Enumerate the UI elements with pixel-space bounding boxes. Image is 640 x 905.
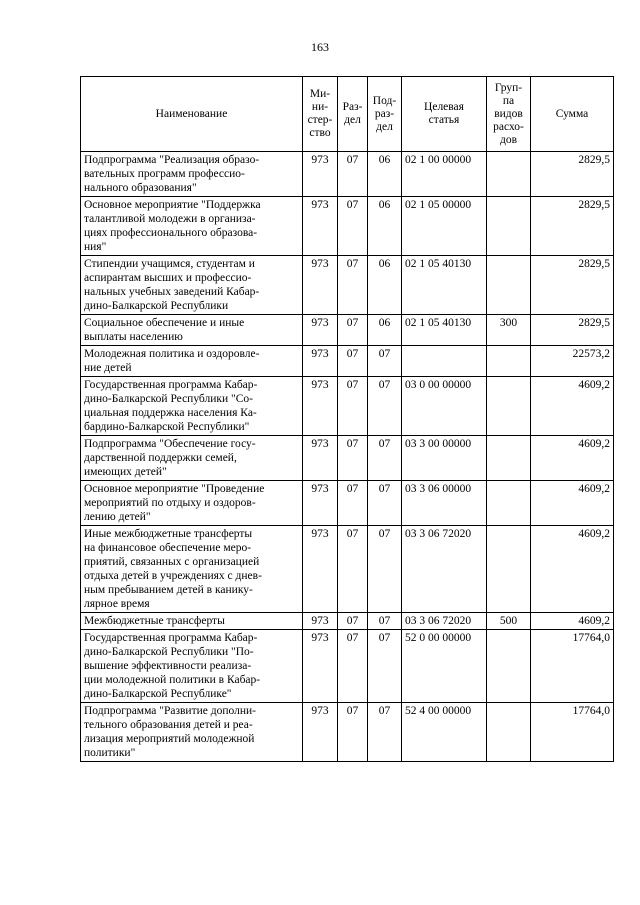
- cell-section: 07: [338, 152, 368, 197]
- cell-sum: 4609,2: [531, 526, 614, 613]
- cell-ministry: 973: [303, 703, 338, 762]
- table-row: [81, 152, 614, 197]
- header-sum: Сумма: [531, 77, 614, 152]
- cell-ministry: 973: [303, 197, 338, 256]
- cell-section: 07: [338, 315, 368, 346]
- cell-ministry: 973: [303, 630, 338, 703]
- cell-group: [487, 256, 531, 315]
- cell-name: Социальное обеспечение и иные выплаты населению: [81, 315, 303, 346]
- cell-target: [402, 346, 487, 377]
- cell-target: 03 3 06 72020: [402, 526, 487, 613]
- cell-ministry: 973: [303, 256, 338, 315]
- cell-target: 03 0 00 00000: [402, 377, 487, 436]
- cell-group: [487, 377, 531, 436]
- cell-name: Основное мероприятие "Проведение мероприятий по отдыху и оздоров- лению детей": [81, 481, 303, 526]
- cell-target: 03 3 00 00000: [402, 436, 487, 481]
- cell-name: Подпрограмма "Реализация образо- вательных программ профессио- нального образования": [81, 152, 303, 197]
- table-row: [81, 481, 614, 526]
- cell-section: 07: [338, 630, 368, 703]
- cell-sum: 4609,2: [531, 377, 614, 436]
- page-number: 163: [311, 40, 329, 54]
- cell-name: Основное мероприятие "Поддержка талантливой молодежи в организа- циях профессионального образова- ния": [81, 197, 303, 256]
- cell-sum: 17764,0: [531, 630, 614, 703]
- cell-subsection: 07: [368, 377, 402, 436]
- table-body: [81, 152, 614, 762]
- cell-section: 07: [338, 703, 368, 762]
- header-group: Груп- па видов расхо- дов: [487, 77, 531, 152]
- header-name: Наименование: [81, 77, 303, 152]
- cell-target: 02 1 05 00000: [402, 197, 487, 256]
- cell-section: 07: [338, 526, 368, 613]
- cell-ministry: 973: [303, 377, 338, 436]
- cell-target: 02 1 00 00000: [402, 152, 487, 197]
- table-row: [81, 703, 614, 762]
- cell-subsection: 07: [368, 526, 402, 613]
- cell-group: [487, 630, 531, 703]
- cell-ministry: 973: [303, 315, 338, 346]
- table-row: [81, 197, 614, 256]
- cell-sum: 2829,5: [531, 197, 614, 256]
- cell-group: [487, 526, 531, 613]
- cell-group: 300: [487, 315, 531, 346]
- cell-subsection: 07: [368, 630, 402, 703]
- cell-subsection: 07: [368, 346, 402, 377]
- cell-group: [487, 346, 531, 377]
- header-section: Раз- дел: [338, 77, 368, 152]
- header-subsection: Под- раз- дел: [368, 77, 402, 152]
- cell-subsection: 06: [368, 315, 402, 346]
- cell-name: Стипендии учащимся, студентам и аспирантам высших и профессио- нальных учебных заведений Кабар- дино-Балкарской Республики: [81, 256, 303, 315]
- cell-subsection: 07: [368, 613, 402, 630]
- cell-name: Межбюджетные трансферты: [81, 613, 303, 630]
- cell-ministry: 973: [303, 613, 338, 630]
- cell-subsection: 07: [368, 703, 402, 762]
- cell-sum: 2829,5: [531, 256, 614, 315]
- budget-table: [80, 76, 614, 762]
- cell-target: 03 3 06 72020: [402, 613, 487, 630]
- table-row: [81, 346, 614, 377]
- cell-ministry: 973: [303, 346, 338, 377]
- cell-group: [487, 436, 531, 481]
- cell-name: Государственная программа Кабар- дино-Балкарской Республики "По- вышение эффективности реализа- ции молодежной политики в Кабар- дино-Балкарской Республике": [81, 630, 303, 703]
- cell-ministry: 973: [303, 526, 338, 613]
- cell-ministry: 973: [303, 436, 338, 481]
- cell-group: [487, 197, 531, 256]
- cell-name: Подпрограмма "Развитие дополни- тельного образования детей и реа- лизация мероприятий молодежной политики": [81, 703, 303, 762]
- cell-sum: 22573,2: [531, 346, 614, 377]
- header-ministry: Ми- ни- стер- ство: [303, 77, 338, 152]
- cell-section: 07: [338, 613, 368, 630]
- cell-group: 500: [487, 613, 531, 630]
- cell-group: [487, 481, 531, 526]
- cell-name: Государственная программа Кабар- дино-Балкарской Республики "Со- циальная поддержка населения Ка- бардино-Балкарской Республики": [81, 377, 303, 436]
- cell-section: 07: [338, 481, 368, 526]
- cell-section: 07: [338, 377, 368, 436]
- cell-group: [487, 703, 531, 762]
- table-row: [81, 613, 614, 630]
- table-row: [81, 526, 614, 613]
- table-row: [81, 315, 614, 346]
- cell-sum: 2829,5: [531, 152, 614, 197]
- cell-group: [487, 152, 531, 197]
- cell-section: 07: [338, 346, 368, 377]
- cell-target: 52 4 00 00000: [402, 703, 487, 762]
- cell-sum: 4609,2: [531, 436, 614, 481]
- cell-ministry: 973: [303, 481, 338, 526]
- cell-target: 52 0 00 00000: [402, 630, 487, 703]
- cell-subsection: 06: [368, 152, 402, 197]
- cell-subsection: 07: [368, 481, 402, 526]
- cell-target: 02 1 05 40130: [402, 256, 487, 315]
- cell-ministry: 973: [303, 152, 338, 197]
- cell-target: 02 1 05 40130: [402, 315, 487, 346]
- cell-target: 03 3 06 00000: [402, 481, 487, 526]
- table-row: [81, 436, 614, 481]
- table-row: [81, 377, 614, 436]
- header-row: [81, 77, 614, 152]
- header-target: Целевая статья: [402, 77, 487, 152]
- cell-subsection: 06: [368, 256, 402, 315]
- cell-subsection: 07: [368, 436, 402, 481]
- cell-subsection: 06: [368, 197, 402, 256]
- cell-sum: 4609,2: [531, 481, 614, 526]
- cell-sum: 17764,0: [531, 703, 614, 762]
- cell-name: Иные межбюджетные трансферты на финансовое обеспечение меро- приятий, связанных с организацией отдыха детей в учреждениях с днев- ным пребыванием детей в канику- лярное время: [81, 526, 303, 613]
- cell-section: 07: [338, 256, 368, 315]
- cell-name: Подпрограмма "Обеспечение госу- дарственной поддержки семей, имеющих детей": [81, 436, 303, 481]
- cell-section: 07: [338, 197, 368, 256]
- cell-section: 07: [338, 436, 368, 481]
- table-row: [81, 630, 614, 703]
- table-row: [81, 256, 614, 315]
- cell-sum: 4609,2: [531, 613, 614, 630]
- cell-sum: 2829,5: [531, 315, 614, 346]
- cell-name: Молодежная политика и оздоровле- ние детей: [81, 346, 303, 377]
